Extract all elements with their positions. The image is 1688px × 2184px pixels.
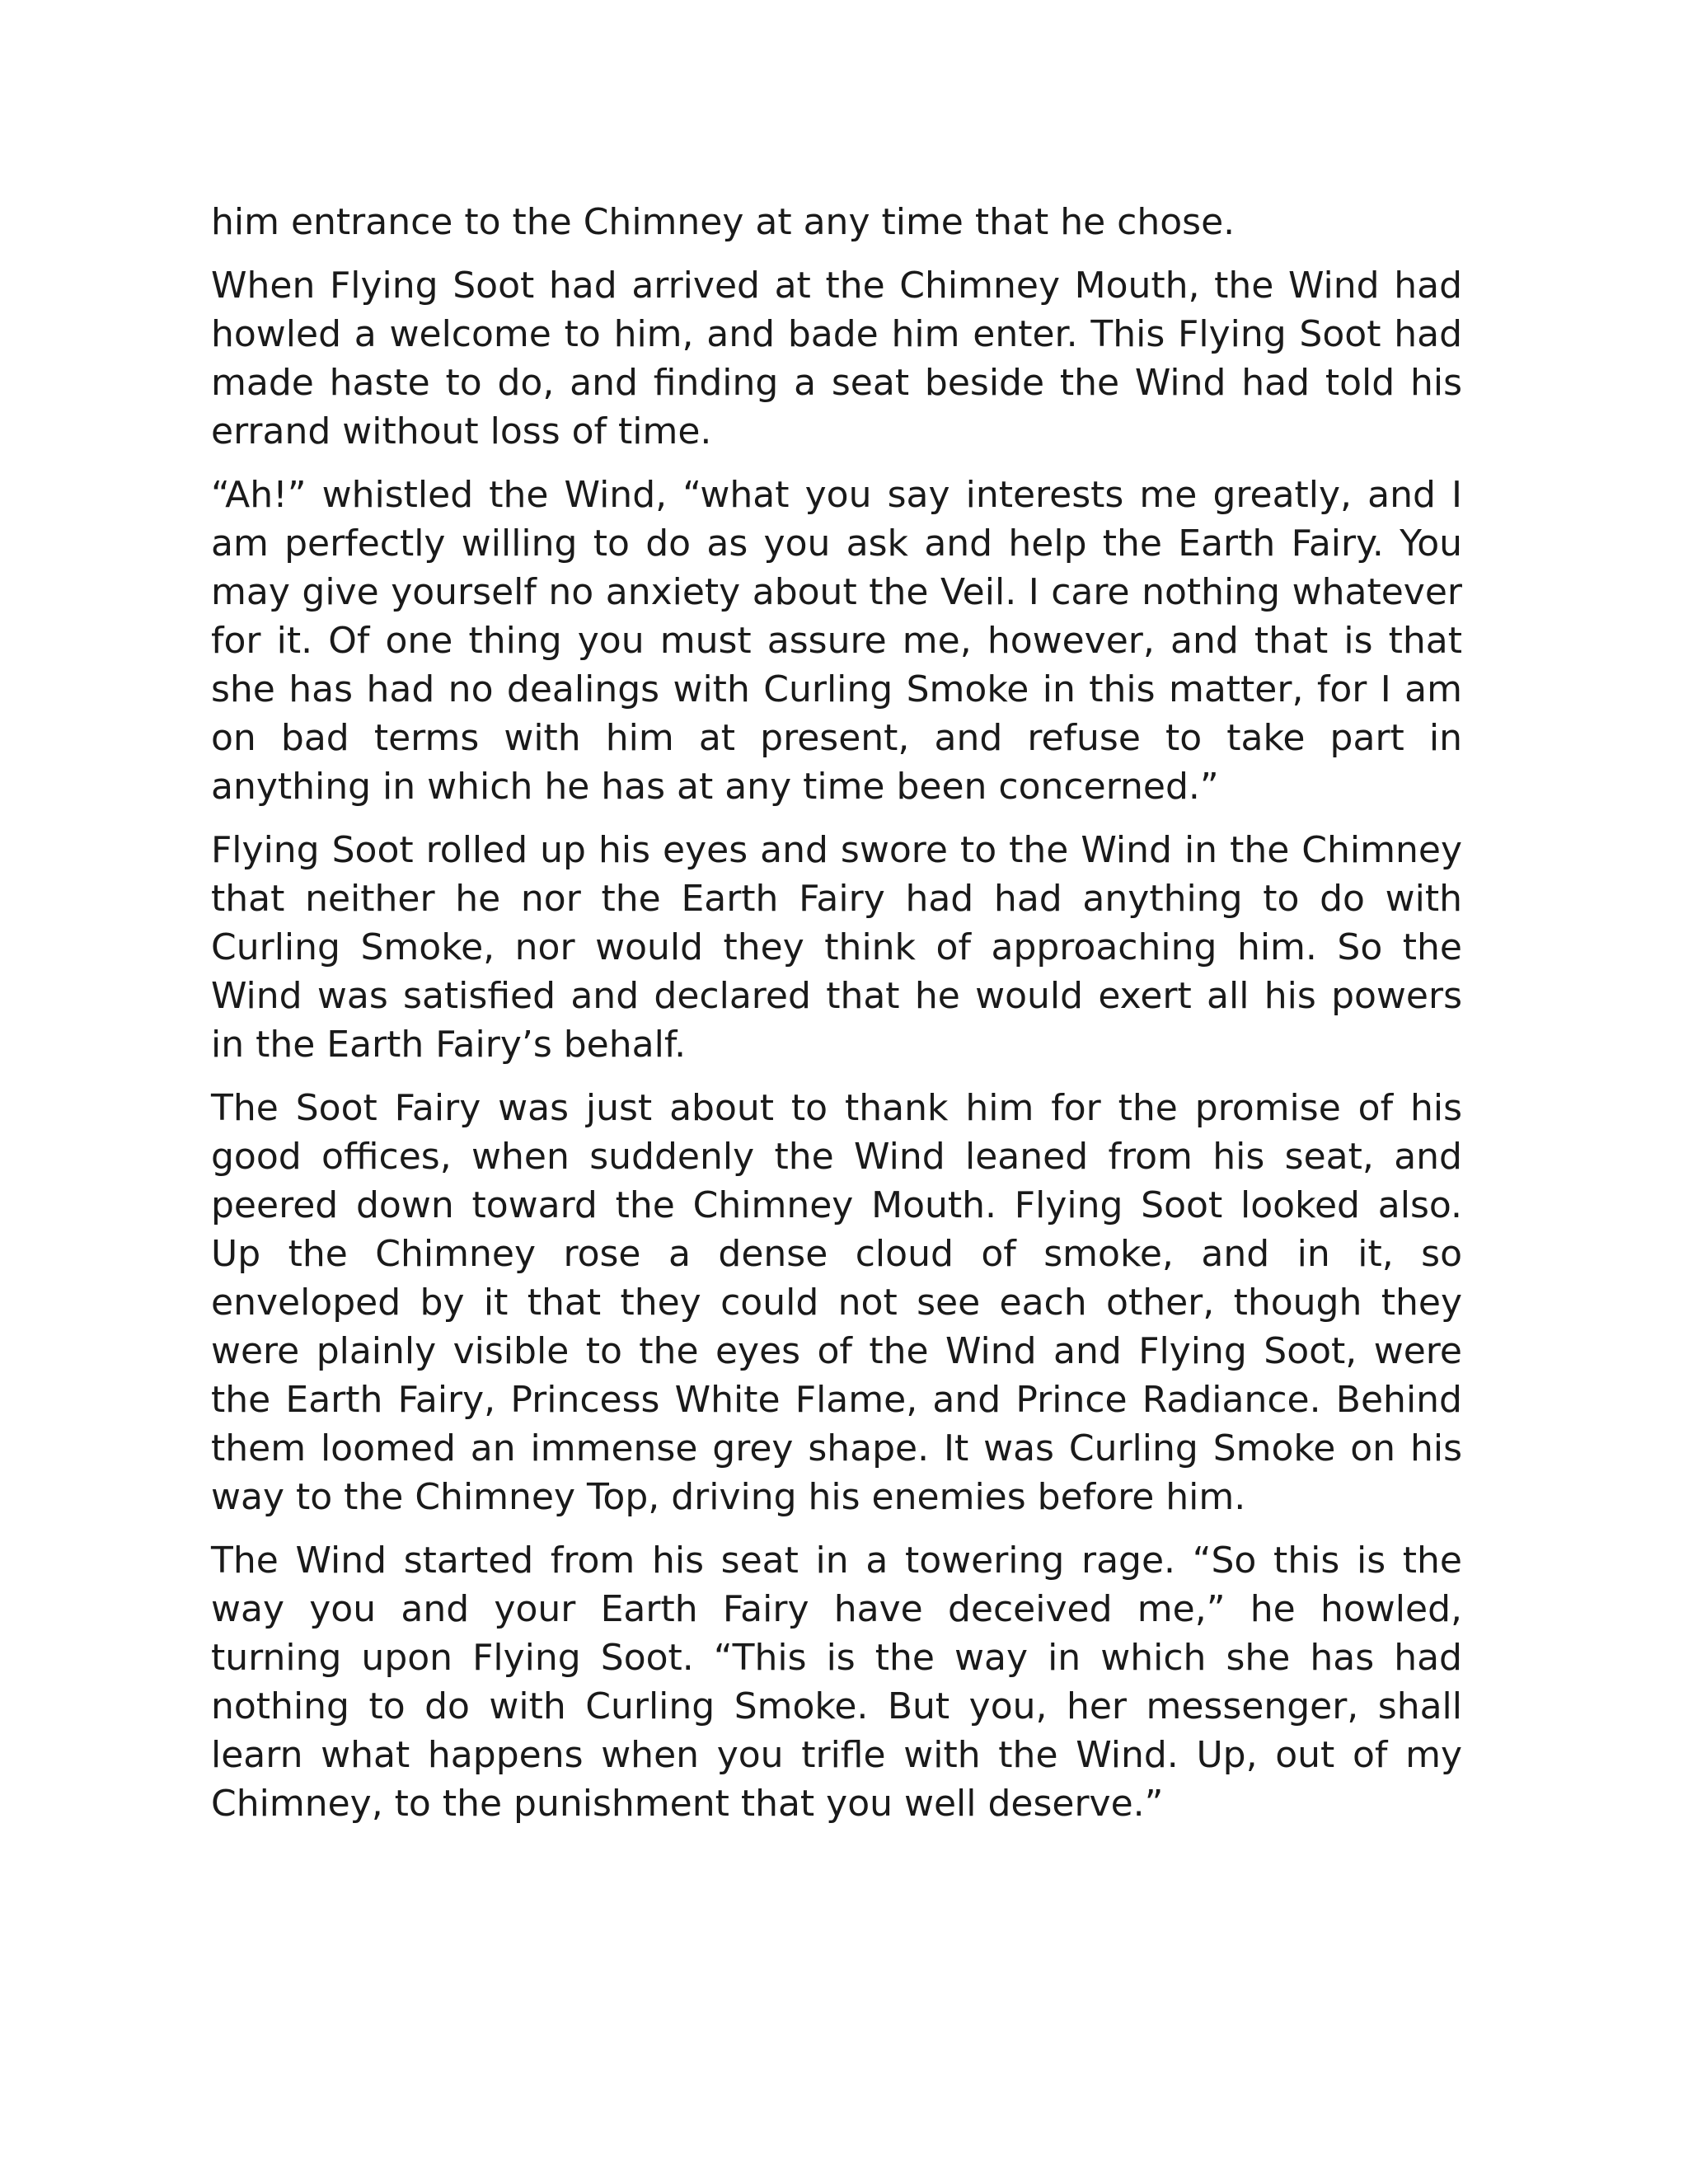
body-text — [211, 198, 1462, 1843]
paragraph-1: him entrance to the Chimney at any time that he chose. — [211, 201, 1236, 243]
paragraph-4: Flying Soot rolled up his eyes and swore to the Wind in the Chimney that neither he nor the Earth Fairy had had anything to do with Curling Smoke, nor would they think of approaching him. So the Wind was satisfied and declared that he would exert all his powers in the Earth Fairy’s behalf. — [211, 829, 1462, 1066]
paragraph-6: The Wind started from his seat in a towering rage. “So this is the way you and your Earth Fairy have deceived me,” he howled, turning upon Flying Soot. “This is the way in which she has had nothing to do with Curling Smoke. But you, her messenger, shall learn what happens when you trifle with the Wind. Up, out of my Chimney, to the punishment that you well deserve.” — [211, 1540, 1462, 1825]
paragraph-2: When Flying Soot had arrived at the Chimney Mouth, the Wind had howled a welcome to him, and bade him enter. This Flying Soot had made haste to do, and finding a seat beside the Wind had told his errand without loss of time. — [211, 265, 1462, 452]
paragraph-3: “Ah!” whistled the Wind, “what you say interests me greatly, and I am perfectly willing to do as you ask and help the Earth Fairy. You may give yourself no anxiety about the Veil. I care nothing whatever for it. Of one thing you must assure me, however, and that is that she has had no dealings with Curling Smoke in this matter, for I am on bad terms with him at present, and refuse to take part in anything in which he has at any time been concerned.” — [211, 474, 1462, 808]
paragraph-5: The Soot Fairy was just about to thank him for the promise of his good offices, when suddenly the Wind leaned from his seat, and peered down toward the Chimney Mouth. Flying Soot looked also. Up the Chimney rose a dense cloud of smoke, and in it, so enveloped by it that they could not see each other, though they were plainly visible to the eyes of the Wind and Flying Soot, were the Earth Fairy, Princess White Flame, and Prince Radiance. Behind them loomed an immense grey shape. It was Curling Smoke on his way to the Chimney Top, driving his enemies before him. — [211, 1087, 1462, 1518]
